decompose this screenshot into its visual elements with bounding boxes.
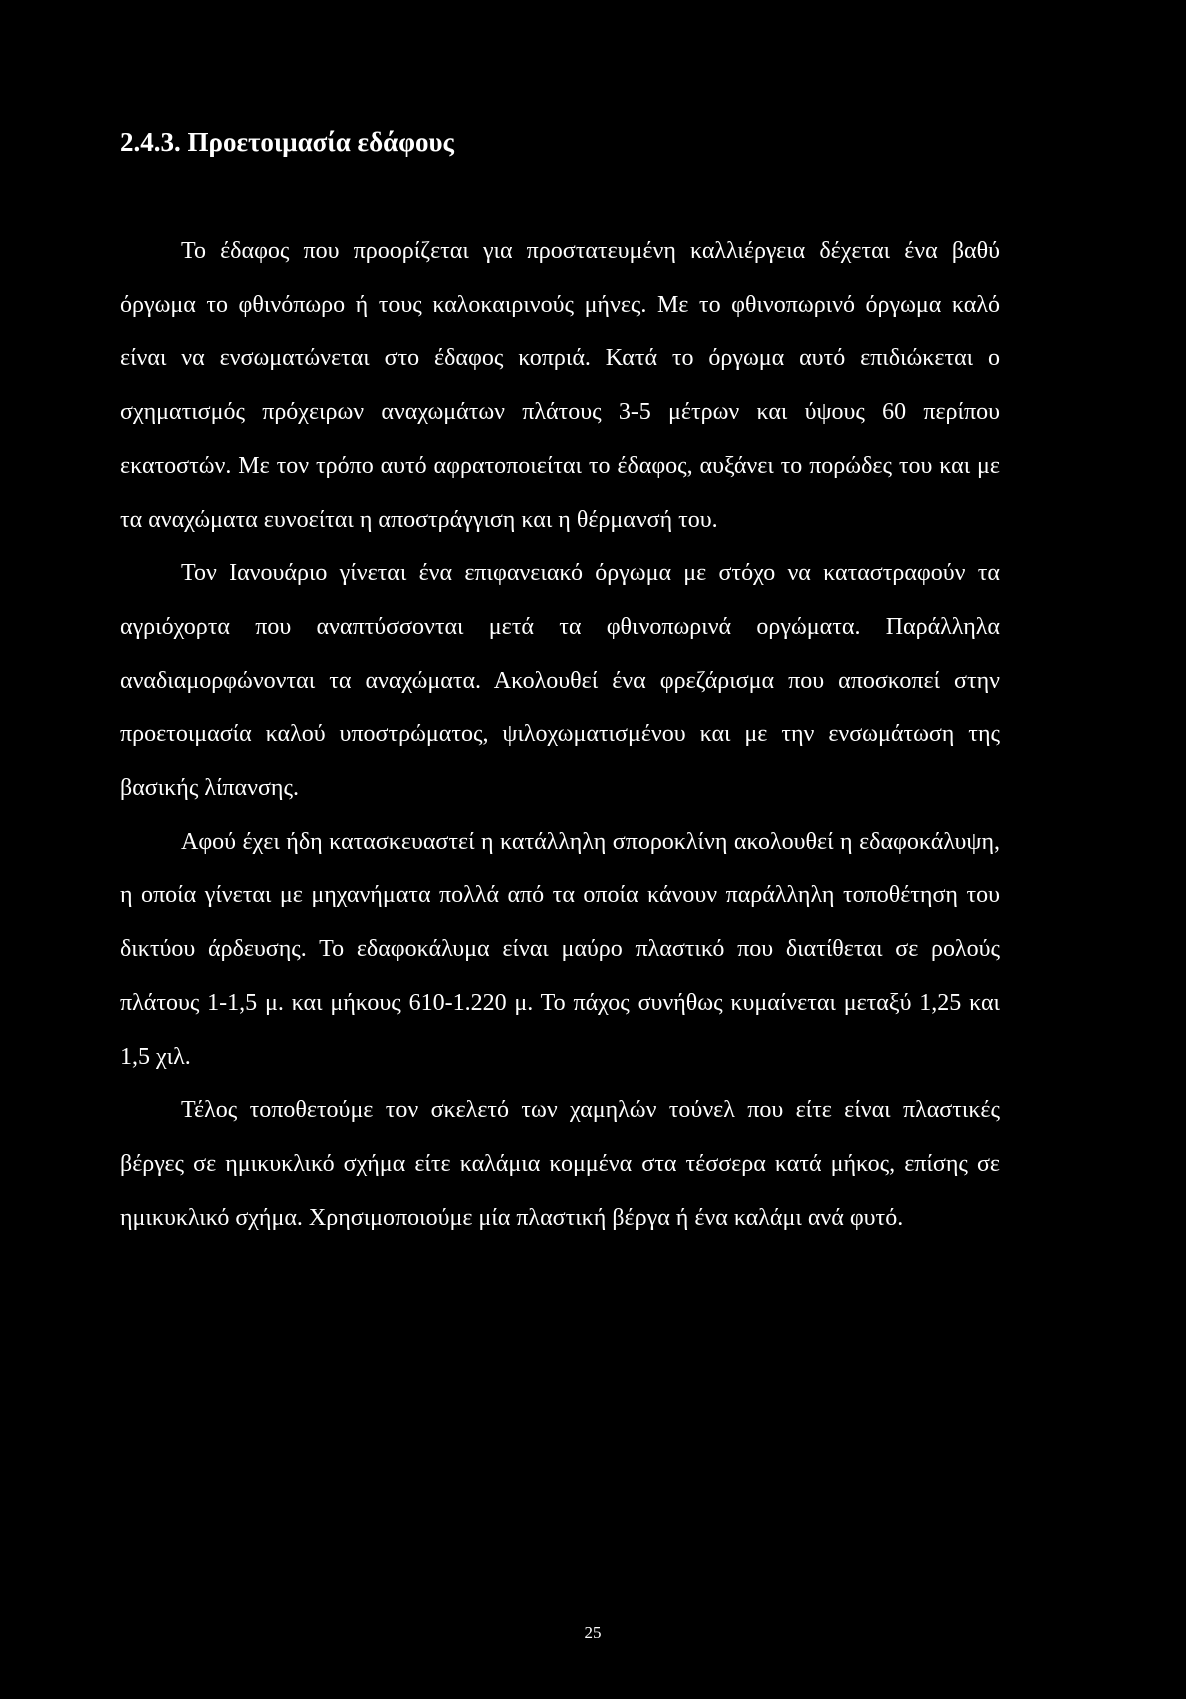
paragraph-1: Το έδαφος που προορίζεται για προστατευμένη καλλιέργεια δέχεται ένα βαθύ όργωμα το φθινόπωρο ή τους καλοκαιρινούς μήνες. Με το φθινοπωρινό όργωμα καλό είναι να ενσωματώνεται στο έδαφος κοπριά. Κατά το όργωμα αυτό επιδιώκεται ο σχηματισμός πρόχειρων αναχωμάτων πλάτους 3-5 μέτρων και ύψους 60 περίπου εκατοστών. Με τον τρόπο αυτό αφρατοποιείται το έδαφος, αυξάνει το πορώδες του και με τα αναχώματα ευνοείται η αποστράγγιση και η θέρμανσή του. xyxy=(120,238,1000,533)
paragraph-4: Τέλος τοποθετούμε τον σκελετό των χαμηλών τούνελ που είτε είναι πλαστικές βέργες σε ημικυκλικό σχήμα είτε καλάμια κομμένα στα τέσσερα κατά μήκος, επίσης σε ημικυκλικό σχήμα. Χρησιμοποιούμε μία πλαστική βέργα ή ένα καλάμι ανά φυτό. xyxy=(120,1097,1000,1231)
body-text xyxy=(120,225,1000,1245)
section-heading: 2.4.3. Προετοιμασία εδάφους xyxy=(120,127,454,157)
paragraph-2: Τον Ιανουάριο γίνεται ένα επιφανειακό όργωμα με στόχο να καταστραφούν τα αγριόχορτα που αναπτύσσονται μετά τα φθινοπωρινά οργώματα. Παράλληλα αναδιαμορφώνονται τα αναχώματα. Ακολουθεί ένα φρεζάρισμα που αποσκοπεί στην προετοιμασία καλού υποστρώματος, ψιλοχωματισμένου και με την ενσωμάτωση της βασικής λίπανσης. xyxy=(120,560,1000,802)
paragraph-3: Αφού έχει ήδη κατασκευαστεί η κατάλληλη σποροκλίνη ακολουθεί η εδαφοκάλυψη, η οποία γίνεται με μηχανήματα πολλά από τα οποία κάνουν παράλληλη τοποθέτηση του δικτύου άρδευσης. Το εδαφοκάλυμα είναι μαύρο πλαστικό που διατίθεται σε ρολούς πλάτους 1-1,5 μ. και μήκους 610-1.220 μ. Το πάχος συνήθως κυμαίνεται μεταξύ 1,25 και 1,5 χιλ. xyxy=(120,828,1000,1070)
page-number: 25 xyxy=(584,1623,602,1642)
